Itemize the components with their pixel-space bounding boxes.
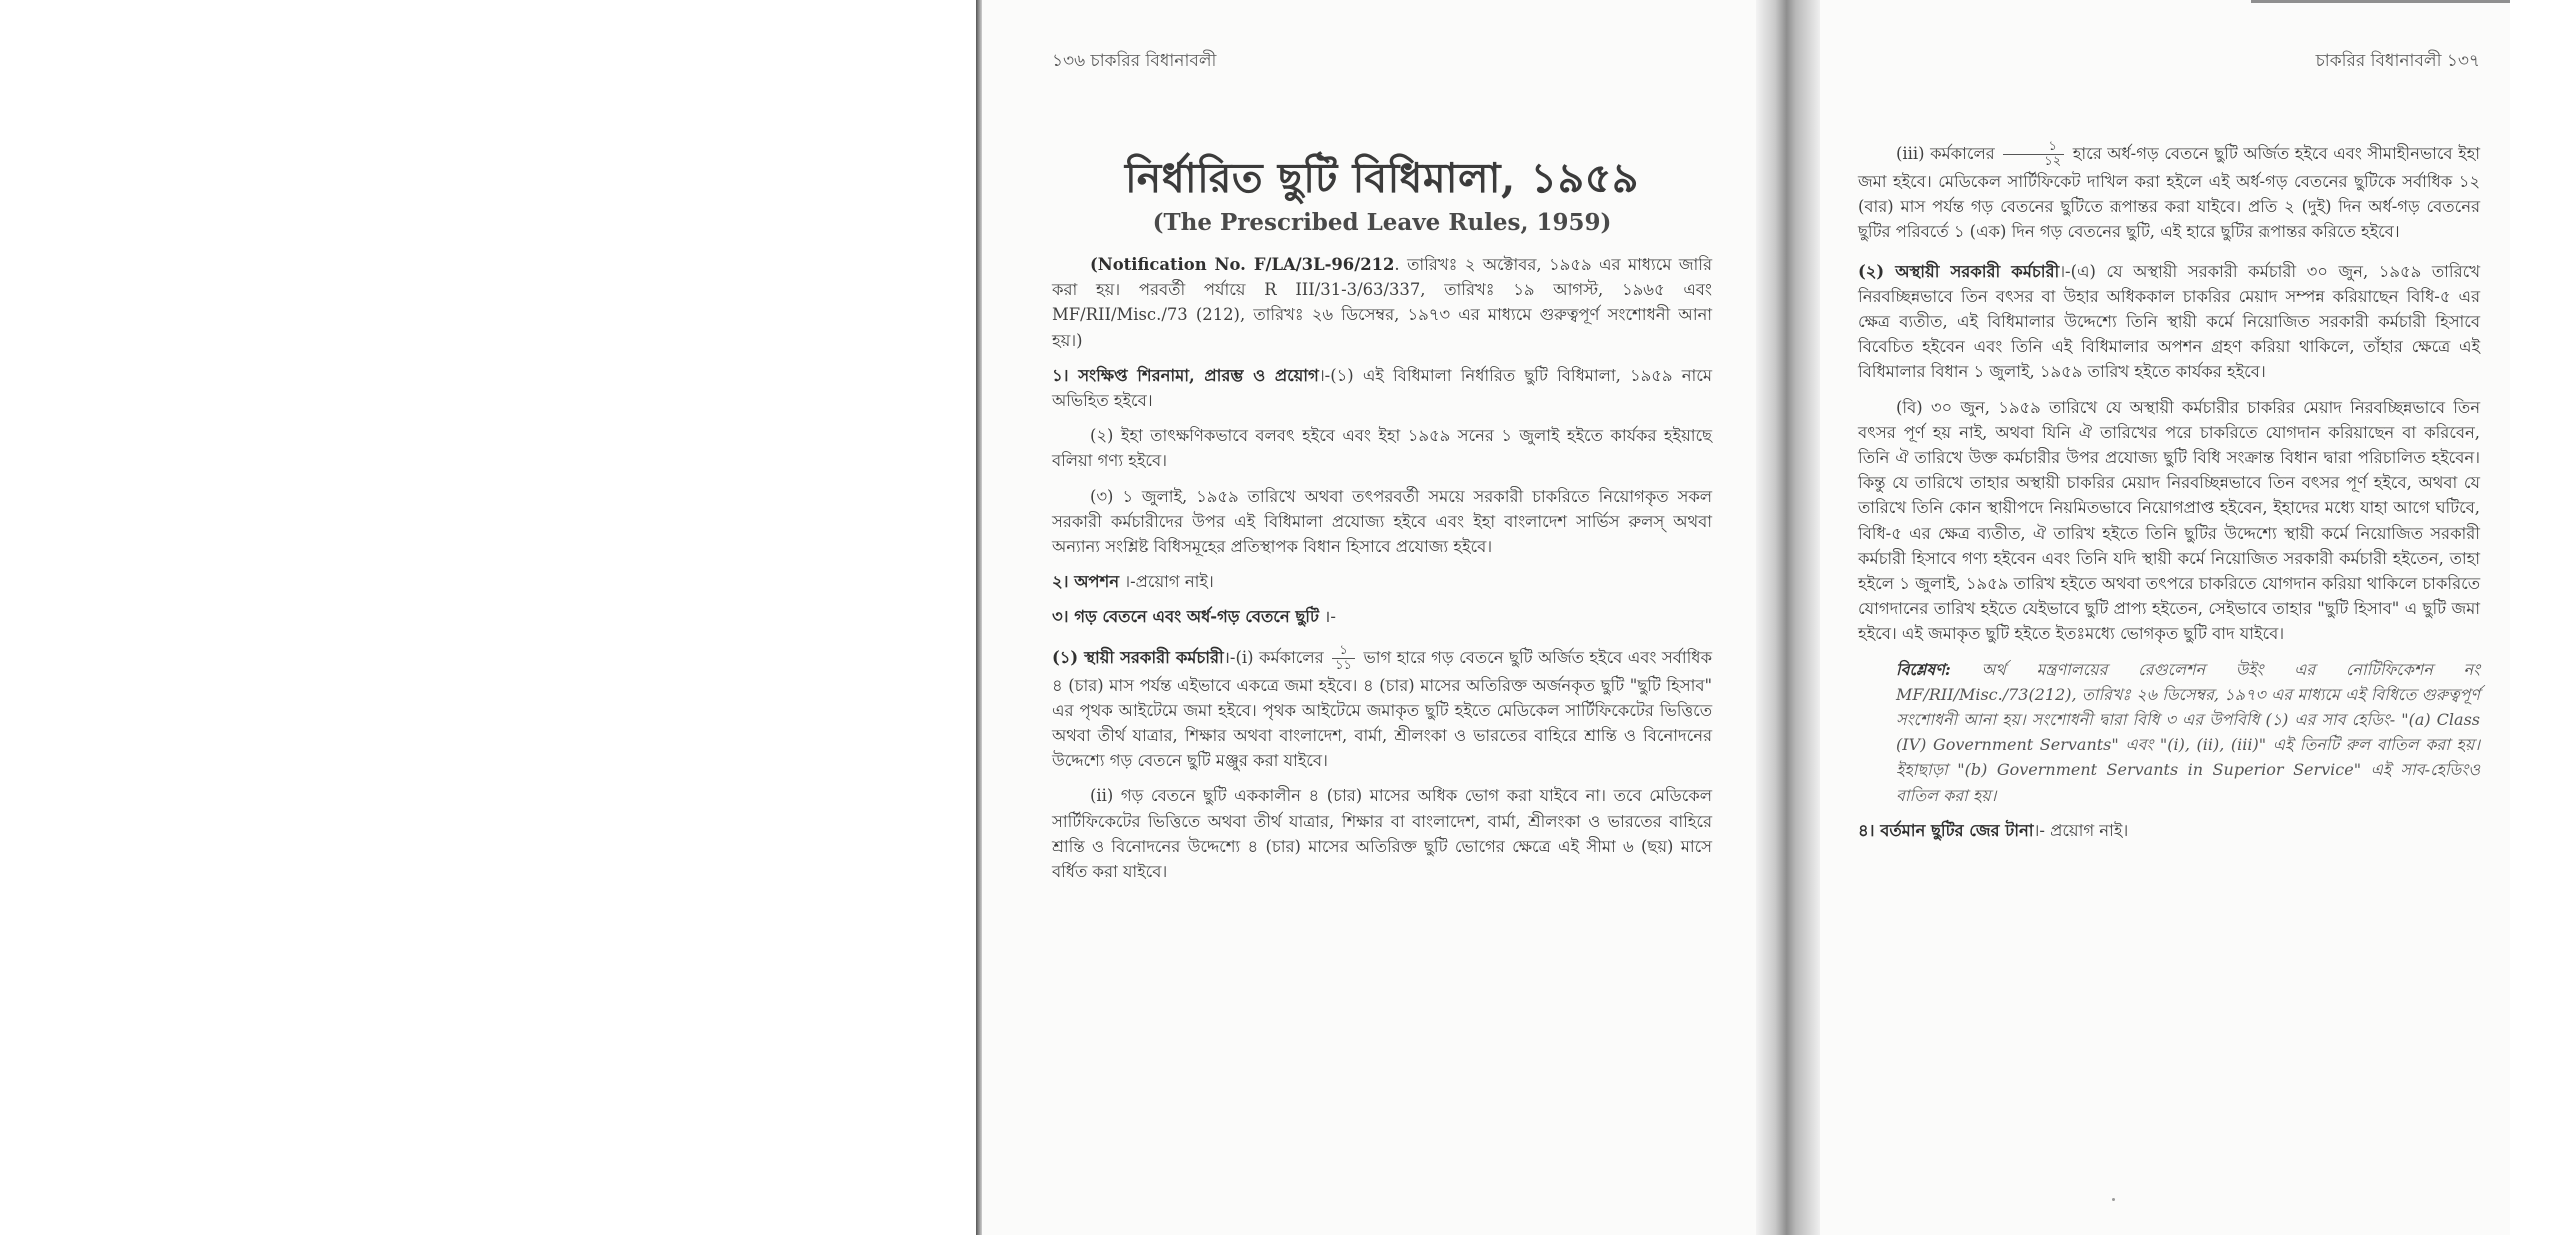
- print-speck: [2112, 1198, 2115, 1201]
- section-3-1-heading: (১) স্থায়ী সরকারী কর্মচারী: [1052, 647, 1224, 667]
- notification-paragraph: [1052, 252, 1712, 353]
- analysis-note-text: অর্থ মন্ত্রণালয়ের রেগুলেশন উইং এর নোটিফিকেশন নং MF/RII/Misc./73(212), তারিখঃ ২৬ ডিসেম্বর, ১৯৭৩ এর মাধ্যমে এই বিধিতে গুরুত্বপূর্ণ সংশোধনী আনা হয়। সংশোধনী দ্বারা বিধি ৩ এর উপবিধি (১) এর সাব হেডিং- "(a) Class (IV) Government Servants" এবং "(i), (ii), (iii)" এই তিনটি রুল বাতিল করা হয়। ইহাছাড়া "(b) Government Servants in Superior Service" এই সাব-হেডিংও বাতিল করা হয়।: [1896, 659, 2480, 805]
- document-title-bengali: নির্ধারিত ছুটি বিধিমালা, ১৯৫৯: [1125, 154, 1639, 202]
- section-4: [1858, 818, 2480, 843]
- fraction-denominator: ১২: [2044, 154, 2062, 169]
- fraction-one-twelfth: [2003, 140, 2064, 169]
- notification-text: . তারিখঃ ২ অক্টোবর, ১৯৫৯ এর মাধ্যমে জারি করা হয়। পরবর্তী পর্যায়ে R III/31-3/63/337, তারিখঃ ১৯ আগস্ট, ১৯৬৫ এবং MF/RII/Misc./73 (212), তারিখঃ ২৬ ডিসেম্বর, ১৯৭৩ এর মাধ্যমে গুরুত্বপূর্ণ সংশোধনী আনা হয়।): [1052, 255, 1712, 350]
- section-4-text: ।- প্রয়োগ নাই।: [2033, 820, 2129, 840]
- section-3-heading: ৩। গড় বেতনে এবং অর্ধ-গড় বেতনে ছুটি: [1052, 607, 1319, 627]
- section-3-1-ii: (ii) গড় বেতনে ছুটি এককালীন ৪ (চার) মাসের অধিক ভোগ করা যাইবে না। তবে মেডিকেল সার্টিফিকেটের ভিত্তিতে অথবা তীর্থ যাত্রার, শিক্ষার বা বাংলাদেশ, বার্মা, শ্রীলংকা ও ভারতের বাহিরে শ্রান্তি ও বিনোদনের উদ্দেশ্যে ৪ (চার) মাসের অতিরিক্ত ছুটি ভোগের ক্ষেত্রে এই সীমা ৬ (ছয়) মাসে বর্ধিত করা যাইবে।: [1052, 786, 1712, 882]
- section-4-heading: ৪। বর্তমান ছুটির জের টানা: [1858, 820, 2034, 840]
- fraction-one-eleventh: [1332, 644, 1355, 673]
- section-3-1-iii-intro: (iii) কর্মকালের: [1896, 144, 1995, 163]
- left-page: [1052, 0, 1712, 1235]
- section-2-text: ।-প্রয়োগ নাই।: [1124, 572, 1214, 592]
- document-title-english: (The Prescribed Leave Rules, 1959): [1152, 209, 1612, 236]
- analysis-note-label: বিশ্লেষণ:: [1896, 659, 1951, 679]
- section-3-1-iii-text: হারে অর্ধ-গড় বেতনে ছুটি অর্জিত হইবে এবং সীমাহীনভাবে ইহা জমা হইবে। মেডিকেল সার্টিফিকেট দাখিল করা হইলে এই অর্ধ-গড় বেতনের ছুটিকে সর্বাধিক ১২ (বার) মাস পর্যন্ত গড় বেতনের ছুটিতে রূপান্তর করা যাইবে। প্রতি ২ (দুই) দিন অর্ধ-গড় বেতনের ছুটির পরিবর্তে ১ (এক) দিন গড় বেতনের ছুটি, এই হারে ছুটির রূপান্তর করিতে হইবে।: [1858, 144, 2480, 242]
- fraction-numerator: ১: [2003, 140, 2064, 155]
- right-page-body: [1858, 140, 2480, 853]
- section-3-1: [1052, 644, 1712, 774]
- right-page: [1858, 0, 2480, 1235]
- section-1-heading: ১। সংক্ষিপ্ত শিরনামা, প্রারম্ভ ও প্রয়োগ: [1052, 365, 1319, 385]
- running-head-right: চাকরির বিধানাবলী ১৩৭: [2315, 51, 2480, 71]
- book-gutter: [1756, 0, 1820, 1235]
- open-book: [976, 0, 2510, 1235]
- section-3-1-intro: ।-(i) কর্মকালের: [1223, 647, 1324, 667]
- running-head-left: ১৩৬ চাকরির বিধানাবলী: [1052, 51, 1217, 71]
- left-page-body: [1052, 152, 1712, 894]
- notification-number: (Notification No. F/LA/3L-96/212: [1090, 255, 1395, 274]
- section-2-heading: ২। অপশন: [1052, 572, 1120, 592]
- section-3-1-text: ভাগ হারে গড় বেতনে ছুটি অর্জিত হইবে এবং সর্বাধিক ৪ (চার) মাস পর্যন্ত এইভাবে একত্রে জমা হইবে। ৪ (চার) মাসের অতিরিক্ত অর্জনকৃত ছুটি "ছুটি হিসাব" এর পৃথক আইটেমে জমা হইবে। পৃথক আইটেমে জমাকৃত ছুটি হইতে মেডিকেল সার্টিফিকেটের ভিত্তিতে অথবা তীর্থ যাত্রার, শিক্ষার অথবা বাংলাদেশ, বার্মা, শ্রীলংকা ও ভারতের বাহিরে শ্রান্তি ও বিনোদনের উদ্দেশ্যে গড় বেতনে ছুটি মঞ্জুর করা যাইবে।: [1052, 647, 1712, 771]
- analysis-note: [1896, 657, 2480, 808]
- section-3: [1052, 604, 1712, 629]
- section-3-2-text: ।-(এ) যে অস্থায়ী সরকারী কর্মচারী ৩০ জুন, ১৯৫৯ তারিখে নিরবচ্ছিন্নভাবে তিন বৎসর বা উহার অধিককাল চাকরির মেয়াদ সম্পন্ন করিয়াছেন বিধি-৫ এর ক্ষেত্র ব্যতীত, এই বিধিমালার উদ্দেশ্যে তিনি স্থায়ী কর্মে নিয়োজিত সরকারী কর্মচারী হিসাবে বিবেচিত হইবেন এবং তিনি এই বিধিমালার অপশন গ্রহণ করিয়া থাকিলে, তাঁহার ক্ষেত্রে এই বিধিমালার বিধান ১ জুলাই, ১৯৫৯ তারিখ হইতে কার্যকর হইবে।: [1858, 261, 2480, 382]
- fraction-numerator: ১: [1332, 644, 1355, 659]
- section-3-text: ।-: [1324, 607, 1336, 627]
- fraction-denominator: ১১: [1335, 657, 1352, 673]
- section-1: [1052, 363, 1712, 413]
- section-2: [1052, 569, 1712, 594]
- section-1-sub-2: (২) ইহা তাৎক্ষণিকভাবে বলবৎ হইবে এবং ইহা ১৯৫৯ সনের ১ জুলাই হইতে কার্যকর হইয়াছে বলিয়া গণ্য হইবে।: [1052, 426, 1712, 471]
- section-1-text: ।-(১) এই বিধিমালা নির্ধারিত ছুটি বিধিমালা, ১৯৫৯ নামে অভিহিত হইবে।: [1052, 365, 1712, 411]
- section-3-2-b: (বি) ৩০ জুন, ১৯৫৯ তারিখে যে অস্থায়ী কর্মচারীর চাকরির মেয়াদ নিরবচ্ছিন্নভাবে তিন বৎসর পূর্ণ হয় নাই, অথবা যিনি ঐ তারিখের পরে চাকরিতে যোগদান করিয়াছেন বা করিবেন, তিনি ঐ তারিখে উক্ত কর্মচারীর উপর প্রযোজ্য ছুটি বিধি সংক্রান্ত বিধান দ্বারা পরিচালিত হইবেন। কিন্তু যে তারিখে তাহার অস্থায়ী চাকরির মেয়াদ নিরবচ্ছিন্নভাবে তিন বৎসর পূর্ণ হইবে, অথবা যে তারিখে তিনি কোন স্থায়ীপদে নিয়মিতভাবে নিয়োগপ্রাপ্ত হইবেন, ইহাদের মধ্যে যাহা আগে ঘটিবে, বিধি-৫ এর ক্ষেত্র ব্যতীত, ঐ তারিখ হইতে তিনি ছুটির উদ্দেশ্যে স্থায়ী কর্মে নিয়োজিত সরকারী কর্মচারী হিসাবে গণ্য হইবেন এবং তিনি যদি স্থায়ী কর্মে নিয়োজিত সরকারী কর্মচারী হইতেন, তাহা হইলে ১ জুলাই, ১৯৫৯ তারিখ হইতে অথবা তৎপরে চাকরিতে যোগদান করিয়া থাকিলে চাকরিতে যোগদানের তারিখ হইতে যেইভাবে ছুটি প্রাপ্য হইতেন, সেইভাবে তাহার "ছুটি হিসাব" এ ছুটি জমা হইবে। এই জমাকৃত ছুটি হইতে ইতঃমধ্যে ভোগকৃত ছুটি বাদ যাইবে।: [1858, 397, 2480, 644]
- section-1-sub-3: (৩) ১ জুলাই, ১৯৫৯ তারিখে অথবা তৎপরবর্তী সময়ে সরকারী চাকরিতে নিয়োগকৃত সকল সরকারী কর্মচারীদের উপর এই বিধিমালা প্রযোজ্য হইবে এবং ইহা বাংলাদেশ সার্ভিস রুলস্ অথবা অন্যান্য সংশ্লিষ্ট বিধিসমূহের প্রতিস্থাপক বিধান হিসাবে প্রযোজ্য হইবে।: [1052, 486, 1712, 557]
- section-3-2: [1858, 259, 2480, 385]
- section-3-1-iii: [1858, 140, 2480, 245]
- section-3-2-heading: (২) অস্থায়ী সরকারী কর্মচারী: [1858, 261, 2060, 281]
